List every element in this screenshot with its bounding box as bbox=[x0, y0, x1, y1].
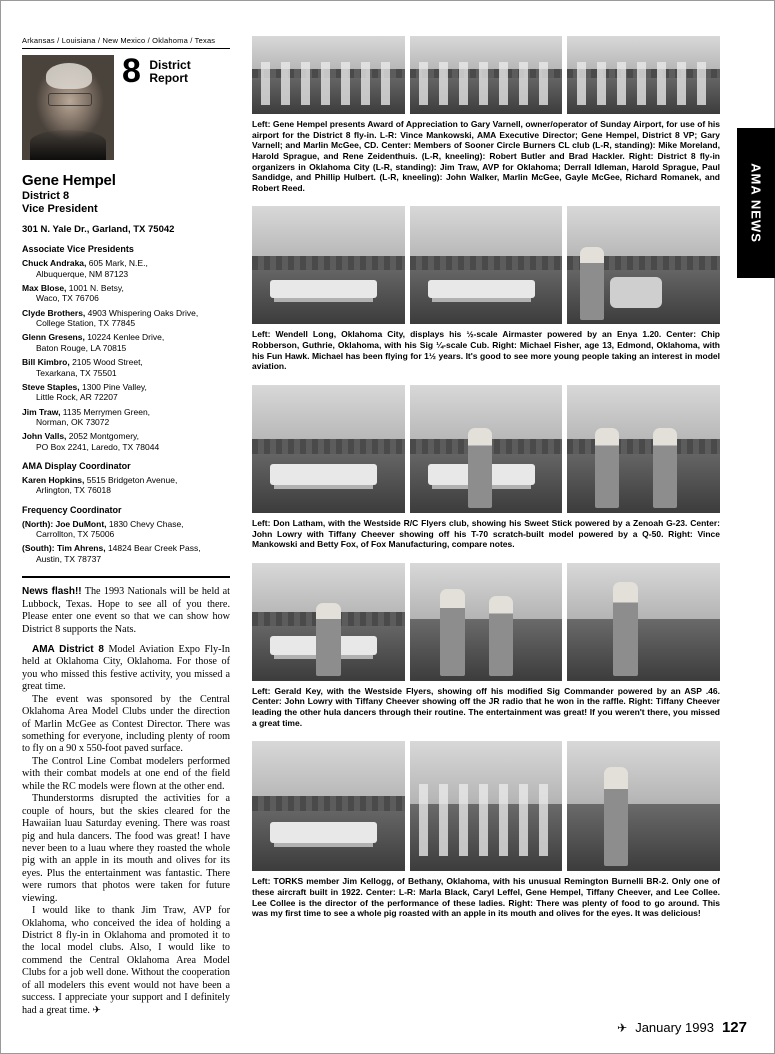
avp-street: 1300 Pine Valley, bbox=[79, 381, 147, 392]
photo-sky bbox=[410, 206, 563, 263]
avp-name: Bill Kimbro, bbox=[22, 357, 70, 368]
row-spacer bbox=[252, 193, 720, 206]
photo-person bbox=[653, 428, 677, 507]
photo-ground bbox=[410, 619, 563, 680]
photo-person bbox=[595, 428, 619, 507]
photo-hula-dancers-group-portrait bbox=[410, 741, 563, 871]
photo-sky bbox=[567, 563, 720, 620]
frequency-north-street: 1830 Chevy Chase, bbox=[106, 518, 184, 529]
photo-model-airplane bbox=[428, 280, 535, 299]
photo-sky bbox=[252, 741, 405, 803]
airplane-icon: ✈ bbox=[617, 1021, 628, 1035]
article-divider bbox=[22, 576, 230, 578]
news-flash-paragraph bbox=[22, 586, 230, 636]
news-flash-text: The 1993 Nationals will be held at Lubbock, Texas. Hope to see all of you there. Please enter one event so that we can show how District 8 supports the Nats. bbox=[22, 586, 230, 635]
right-column bbox=[252, 36, 720, 919]
avp-name: John Valls, bbox=[22, 431, 67, 442]
avp-entry bbox=[22, 431, 230, 452]
photo-row bbox=[252, 563, 720, 681]
avp-city: Baton Rouge, LA 70815 bbox=[36, 342, 127, 353]
frequency-north-entry bbox=[22, 519, 230, 540]
photo-sky bbox=[410, 563, 563, 620]
page-number: 127 bbox=[721, 1019, 747, 1036]
photo-row bbox=[252, 741, 720, 871]
avp-street: 4903 Whispering Oaks Drive, bbox=[85, 307, 199, 318]
portrait-glasses bbox=[48, 93, 92, 106]
photo-person bbox=[613, 582, 637, 676]
article-paragraph: The Control Line Combat modelers performed with their combat models at one end of the field while the RC models were flown at the other end. bbox=[22, 755, 230, 792]
photo-person bbox=[468, 428, 492, 507]
end-mark-icon: ✈ bbox=[92, 1004, 101, 1016]
photo-sky bbox=[252, 206, 405, 263]
avp-city: College Station, TX 77845 bbox=[36, 318, 136, 329]
district-word-1: District bbox=[149, 58, 191, 72]
vice-president-portrait bbox=[22, 55, 114, 160]
district-report-label bbox=[145, 57, 190, 84]
photo-treeline bbox=[410, 256, 563, 270]
frequency-north-name: Joe DuMont, bbox=[53, 518, 107, 529]
photo-figures bbox=[261, 62, 395, 105]
avp-name: Steve Staples, bbox=[22, 381, 80, 392]
photo-group-4 bbox=[252, 563, 720, 729]
display-coordinator-block bbox=[22, 461, 230, 496]
frequency-coordinator-block bbox=[22, 505, 230, 564]
photo-quarter-scale-cub bbox=[410, 206, 563, 324]
vp-title bbox=[22, 190, 230, 215]
header-rule bbox=[22, 48, 230, 49]
photo-ground bbox=[567, 804, 720, 872]
photo-model-airplane bbox=[270, 280, 377, 299]
portrait-and-district bbox=[22, 52, 230, 160]
avp-city: Albuquerque, NM 87123 bbox=[36, 268, 129, 279]
photo-remington-burnelli-br2 bbox=[252, 741, 405, 871]
section-tab-ama-news bbox=[737, 128, 775, 278]
photo-treeline bbox=[252, 796, 405, 812]
photo-sig-commander-model bbox=[252, 563, 405, 681]
article-paragraph-text: I would like to thank Jim Traw, AVP for Oklahoma, who conceived the idea of holding a District 8 fly-in in Oklahoma and promoted it to the local model clubs. Also, I would like to commend the Central Oklahoma Area Model Clubs for a job well done. Without the cooperation of all modelers this event would not have been a success. I appreciate your support and I definitely had a great time. bbox=[22, 905, 230, 1016]
avp-entry bbox=[22, 258, 230, 279]
row-spacer bbox=[252, 372, 720, 385]
avp-street: 2052 Montgomery, bbox=[66, 431, 140, 442]
frequency-south-street: 14824 Bear Creek Pass, bbox=[105, 543, 201, 554]
photo-model-airplane bbox=[270, 464, 377, 484]
district-number: 8 bbox=[122, 52, 141, 90]
article-body bbox=[22, 586, 230, 1017]
article-paragraph-final bbox=[22, 905, 230, 1017]
avp-name: Glenn Gresens, bbox=[22, 332, 85, 343]
photo-model-airplane bbox=[270, 822, 377, 843]
photo-person bbox=[316, 603, 340, 676]
district-word-2: Report bbox=[149, 70, 189, 85]
photo-jr-radio-raffle-winner bbox=[410, 563, 563, 681]
photo-group-2 bbox=[252, 206, 720, 372]
avp-name: Max Blose, bbox=[22, 283, 67, 293]
photo-caption: Left: TORKS member Jim Kellogg, of Bethany, Oklahoma, with his unusual Remington Burnelli BR-2. Only one of these aircraft built in 1922. Center: L-R: Marla Black, Caryl Leffel, Gene Hempel, Tiffany Cheever, and Lee Collee. Lee Collee is the director of the performance of these ladies. Right: There was plenty of food to go around. This was my first time to see a whole pig roasted with an apple in its mouth and olives for the eyes. It was delicious! bbox=[252, 876, 720, 919]
photo-person bbox=[604, 767, 628, 866]
photo-fun-hawk-model bbox=[567, 206, 720, 324]
avp-street: 605 Mark, N.E., bbox=[86, 258, 148, 269]
photo-sky bbox=[567, 385, 720, 446]
avp-city: Little Rock, AR 72207 bbox=[36, 392, 118, 403]
photo-t70-scratch-built-model bbox=[410, 385, 563, 513]
avp-entry bbox=[22, 283, 230, 304]
left-column bbox=[22, 36, 230, 1017]
portrait-hair bbox=[46, 63, 92, 89]
photo-airmaster-model bbox=[252, 206, 405, 324]
photo-ground bbox=[567, 619, 720, 680]
avp-entry bbox=[22, 357, 230, 378]
photo-treeline bbox=[252, 256, 405, 270]
display-coordinator-street: 5515 Bridgeton Avenue, bbox=[84, 475, 178, 486]
photo-row bbox=[252, 206, 720, 324]
photo-fly-in-organizers bbox=[567, 36, 720, 114]
expo-paragraph bbox=[22, 644, 230, 694]
article-paragraph: The event was sponsored by the Central Oklahoma Area Model Clubs under the direction of Marlin McGee as Contest Director. There was something for everyone, including plenty of room to fly on a 90 x 550-foot paved surface. bbox=[22, 693, 230, 755]
photo-sweet-stick-model bbox=[252, 385, 405, 513]
photo-roast-pig-luau bbox=[567, 741, 720, 871]
avp-name: Jim Traw, bbox=[22, 406, 61, 417]
frequency-south-city: Austin, TX 78737 bbox=[36, 553, 102, 564]
avp-city: PO Box 2241, Laredo, TX 78044 bbox=[36, 441, 160, 452]
photo-caption: Left: Wendell Long, Oklahoma City, displays his ½-scale Airmaster powered by an Enya 1.20. Center: Chip Robberson, Guthrie, Oklahoma, with his Sig ¼-scale Cub. Right: Michael Fisher, age 13, Edmond, Oklahoma, with his Fun Hawk. Michael has been flying for 1½ years. It's good to see more young people taking an interest in model aviation. bbox=[252, 329, 720, 372]
frequency-north-label: (North): bbox=[22, 518, 54, 529]
article-paragraph: Thunderstorms disrupted the activities for a couple of hours, but the skies cleared for the Hawaiian luau Saturday evening. There was roast pig and hula dancers. The food was great! I have never been to a luau where they roasted the whole pig with an apple in its mouth and olives for its eyes. Plus the entertainment was fantastic. There were rumors that photos were taken for future viewing. bbox=[22, 793, 230, 904]
row-spacer bbox=[252, 550, 720, 563]
photo-group-5 bbox=[252, 741, 720, 919]
photo-figures bbox=[419, 784, 553, 856]
display-coordinator-heading: AMA Display Coordinator bbox=[22, 461, 131, 472]
page-footer bbox=[617, 1019, 747, 1036]
avp-street: 2105 Wood Street, bbox=[69, 357, 143, 368]
photo-treeline bbox=[567, 439, 720, 454]
display-coordinator-entry bbox=[22, 475, 230, 496]
avp-name: Chuck Andraka, bbox=[22, 258, 87, 269]
row-spacer bbox=[252, 728, 720, 741]
vp-title-line-2: Vice President bbox=[22, 202, 98, 215]
avp-city: Waco, TX 76706 bbox=[36, 293, 99, 304]
avp-street: 1001 N. Betsy, bbox=[66, 283, 124, 293]
photo-sky bbox=[567, 741, 720, 803]
frequency-south-name: Tim Ahrens, bbox=[54, 543, 106, 554]
photo-person bbox=[580, 247, 604, 320]
frequency-north-city: Carrollton, TX 75006 bbox=[36, 529, 115, 540]
section-tab-label: AMA NEWS bbox=[748, 163, 764, 243]
avp-city: Texarkana, TX 75501 bbox=[36, 367, 117, 378]
display-coordinator-name: Karen Hopkins, bbox=[22, 475, 85, 486]
photo-ground bbox=[567, 446, 720, 513]
avp-entry bbox=[22, 407, 230, 428]
photo-treeline bbox=[252, 439, 405, 454]
vp-title-line-1: District 8 bbox=[22, 190, 70, 202]
photo-figures bbox=[577, 62, 711, 105]
photo-sky bbox=[252, 385, 405, 446]
avp-city: Norman, OK 73072 bbox=[36, 416, 110, 427]
avp-street: 1135 Merrymen Green, bbox=[60, 406, 151, 417]
photo-hula-dancers bbox=[567, 563, 720, 681]
photo-group-award-presentation bbox=[252, 36, 405, 114]
avp-heading: Associate Vice Presidents bbox=[22, 244, 134, 255]
photo-caption: Left: Gerald Key, with the Westside Flyers, showing off his modified Sig Commander powered by an ASP .46. Center: John Lowry with Tiffany Cheever showing off the JR radio that he won in the raffle. Right: Tiffany Cheever leading the other hula dancers through their routine. The entertainment was great! If you weren't there, you missed a great time. bbox=[252, 685, 720, 728]
photo-sooner-circle-burners-club bbox=[410, 36, 563, 114]
photo-group-3 bbox=[252, 385, 720, 550]
news-flash-lead: News flash!! bbox=[22, 586, 82, 598]
photo-row bbox=[252, 36, 720, 114]
photo-person bbox=[440, 589, 464, 676]
frequency-south-label: (South): bbox=[22, 543, 55, 554]
photo-person bbox=[489, 596, 513, 676]
photo-model-fuselage bbox=[610, 277, 662, 308]
photo-row bbox=[252, 385, 720, 513]
vp-name: Gene Hempel bbox=[22, 172, 116, 189]
issue-date: January 1993 bbox=[635, 1020, 714, 1035]
district-heading bbox=[122, 52, 191, 90]
frequency-south-entry bbox=[22, 543, 230, 564]
expo-lead: AMA District 8 bbox=[32, 643, 104, 655]
photo-caption: Left: Don Latham, with the Westside R/C Flyers club, showing his Sweet Stick powered by a Zenoah G-23. Center: John Lowry with Tiffany Cheever showing off his T-70 scratch-built model powered by a Q-50. Right: Vince Mankowski and Betty Fox, of Fox Manufacturing, compare notes. bbox=[252, 517, 720, 550]
states-line: Arkansas / Louisiana / New Mexico / Oklahoma / Texas bbox=[22, 36, 216, 45]
avp-street: 10224 Kenlee Drive, bbox=[84, 332, 165, 343]
vp-address: 301 N. Yale Dr., Garland, TX 75042 bbox=[22, 224, 175, 236]
avp-entry bbox=[22, 332, 230, 353]
frequency-coordinator-heading: Frequency Coordinator bbox=[22, 504, 122, 515]
photo-figures bbox=[419, 62, 553, 105]
photo-group-1 bbox=[252, 36, 720, 193]
photo-mankowski-and-fox bbox=[567, 385, 720, 513]
display-coordinator-city: Arlington, TX 76018 bbox=[36, 485, 111, 496]
photo-caption: Left: Gene Hempel presents Award of Appreciation to Gary Varnell, owner/operator of Sunday Airport, for use of his airport for the District 8 fly-in. L-R: Vince Mankowski, AMA Executive Director; Gene Hempel, District 8 VP; Gary Varnell; and Marlin McGee, CD. Center: Members of Sooner Circle Burners CL club (L-R, standing): Mike Moreland, Harold Sprague, and Rene Zeidenthuis. (L-R, kneeling): Robert Butler and Brad Hackler. Right: District 8 fly-in organizers in Oklahoma City (L-R, standing): Jim Traw, AVP for Oklahoma; Derrall Idleman, Harold Sprague, Paul Sandidge, and Phillip Hulbert. (L-R, kneeling): John Walker, Marlin McGee, Gayle McGee, Richard Romanek, and Robert Reed. bbox=[252, 119, 720, 193]
avp-name: Clyde Brothers, bbox=[22, 307, 86, 318]
expo-text: Model Aviation Expo Fly-In held at Oklahoma City, Oklahoma. For those of you who missed this festive activity, you missed a great time. bbox=[22, 643, 230, 693]
avp-entry bbox=[22, 308, 230, 329]
avp-entry bbox=[22, 382, 230, 403]
